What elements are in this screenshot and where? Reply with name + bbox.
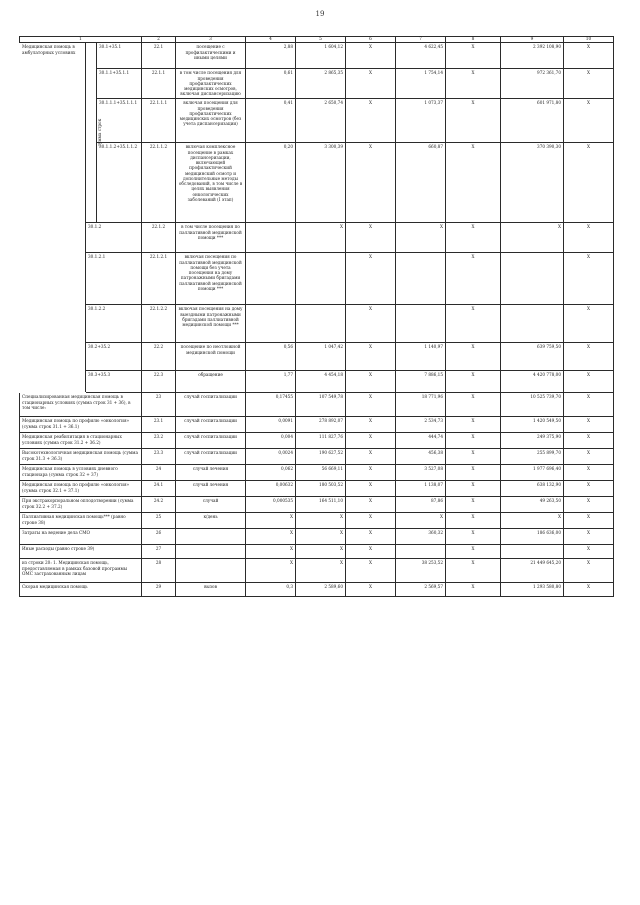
value-cell: X [564, 465, 614, 481]
row-code: 30.1+35.1 [97, 43, 142, 69]
group-label: Медицинская помощь в амбулаторных условиях [20, 43, 86, 393]
value-cell: 2 865,35 [296, 69, 346, 99]
value-cell: 1,77 [246, 371, 296, 393]
row-name: посещение с профилактическими и иными целями [176, 43, 246, 69]
value-cell: 0,004 [246, 433, 296, 449]
value-cell: X [346, 99, 396, 143]
value-cell: 18 771,96 [396, 393, 446, 417]
value-cell: 21 449 645,20 [501, 559, 564, 583]
value-cell: X [446, 497, 501, 513]
value-cell: 56 669,11 [296, 465, 346, 481]
value-cell [246, 223, 296, 253]
row-code: 30.2+35.2 [86, 343, 142, 371]
row-unit: к/день [176, 513, 246, 529]
value-cell: 0,00632 [246, 481, 296, 497]
table-row [20, 433, 614, 449]
table-row [20, 305, 614, 343]
value-cell: 10 525 739,70 [501, 393, 564, 417]
value-cell: X [501, 513, 564, 529]
row-number: 29 [142, 583, 176, 597]
row-code: 30.1.1.2+35.1.1.2 [97, 143, 142, 223]
column-number: 8 [446, 37, 501, 43]
value-cell: X [564, 305, 614, 343]
row-name: Иные расходы (равно строке 39) [20, 545, 142, 559]
value-cell: X [246, 545, 296, 559]
value-cell: X [246, 529, 296, 545]
table-row [20, 343, 614, 371]
value-cell: X [346, 69, 396, 99]
value-cell: 2 589,60 [296, 583, 346, 597]
value-cell: X [446, 513, 501, 529]
value-cell: 638 132,90 [501, 481, 564, 497]
value-cell: 1 604,12 [296, 43, 346, 69]
value-cell: X [446, 529, 501, 545]
value-cell: 2 569,57 [396, 583, 446, 597]
value-cell: 255 899,70 [501, 449, 564, 465]
row-number: 22.2 [142, 343, 176, 371]
value-cell: X [446, 343, 501, 371]
row-name: Медицинская помощь по профилю «онкология» (сумма строк 31.1 + 36.1) [20, 417, 142, 433]
value-cell: X [501, 223, 564, 253]
rotated-label [86, 43, 103, 223]
value-cell: X [564, 253, 614, 305]
row-number: 24 [142, 465, 176, 481]
table-row [20, 481, 614, 497]
table-row [20, 371, 614, 393]
table-row [20, 529, 614, 545]
value-cell: 0,0091 [246, 417, 296, 433]
value-cell: X [564, 343, 614, 371]
row-name: в том числе посещения по паллиативной медицинской помощи *** [176, 223, 246, 253]
row-number: 22.1.2 [142, 223, 176, 253]
value-cell: 2 392 108,90 [501, 43, 564, 69]
value-cell: X [446, 583, 501, 597]
row-unit: случай госпитализации [176, 393, 246, 417]
tariff-table [19, 36, 614, 597]
table-row [20, 545, 614, 559]
row-code: 30.1.2 [86, 223, 142, 253]
table-row [20, 465, 614, 481]
value-cell: 190 627,52 [296, 449, 346, 465]
row-code: 30.1.1+35.1.1 [97, 69, 142, 99]
value-cell [396, 545, 446, 559]
value-cell: X [346, 583, 396, 597]
table-row [20, 253, 614, 305]
value-cell: X [246, 513, 296, 529]
value-cell: X [346, 143, 396, 223]
row-name: Медицинская помощь в условиях дневного стационара (сумма строк 32 + 37) [20, 465, 142, 481]
value-cell: 3 527,08 [396, 465, 446, 481]
value-cell: X [564, 497, 614, 513]
row-name: Медицинская реабилитация в стационарных условиях (сумма строк 31.2 + 36.2) [20, 433, 142, 449]
row-number: 23.2 [142, 433, 176, 449]
value-cell: X [564, 393, 614, 417]
row-number: 22.1 [142, 43, 176, 69]
value-cell: 601 971,80 [501, 99, 564, 143]
page-number: 19 [315, 10, 325, 18]
value-cell: 0,17455 [246, 393, 296, 417]
value-cell: X [296, 223, 346, 253]
value-cell: X [346, 497, 396, 513]
table-row [20, 417, 614, 433]
value-cell [296, 305, 346, 343]
value-cell: 87,86 [396, 497, 446, 513]
row-name: Специализированная медицинская помощь в стационарных условиях (сумма строк 31 + 36), в том числе: [20, 393, 142, 417]
value-cell: 249 375,90 [501, 433, 564, 449]
value-cell: X [564, 449, 614, 465]
value-cell: X [446, 371, 501, 393]
value-cell [246, 253, 296, 305]
value-cell: 660,87 [396, 143, 446, 223]
row-name: Медицинская помощь по профилю «онкология» (сумма строк 32.1 + 37.1) [20, 481, 142, 497]
value-cell: X [564, 143, 614, 223]
value-cell: X [446, 559, 501, 583]
value-cell: 107 549,78 [296, 393, 346, 417]
row-name: Высокотехнологичная медицинская помощь (сумма строк 31.3 + 36.3) [20, 449, 142, 465]
row-number: 22.1.1.1 [142, 99, 176, 143]
row-name: Скорая медицинская помощь [20, 583, 142, 597]
value-cell [246, 305, 296, 343]
value-cell: X [564, 69, 614, 99]
value-cell: X [346, 481, 396, 497]
row-number: 25 [142, 513, 176, 529]
value-cell: 2 650,74 [296, 99, 346, 143]
row-number: 27 [142, 545, 176, 559]
row-name: посещение по неотложной медицинской помощи [176, 343, 246, 371]
value-cell: X [564, 583, 614, 597]
value-cell: X [446, 223, 501, 253]
table-row [20, 223, 614, 253]
row-number: 22.1.2.1 [142, 253, 176, 305]
column-number: 4 [246, 37, 296, 43]
value-cell: X [346, 529, 396, 545]
value-cell [501, 305, 564, 343]
value-cell: X [346, 417, 396, 433]
row-unit: случай лечения [176, 481, 246, 497]
value-cell: 1 138,07 [396, 481, 446, 497]
value-cell: X [346, 371, 396, 393]
value-cell: X [564, 545, 614, 559]
value-cell: X [446, 545, 501, 559]
value-cell: 0,3 [246, 583, 296, 597]
column-number: 2 [142, 37, 176, 43]
table-row [20, 143, 614, 223]
value-cell: X [296, 529, 346, 545]
value-cell: X [446, 99, 501, 143]
value-cell: X [564, 481, 614, 497]
value-cell [501, 253, 564, 305]
row-number: 23.3 [142, 449, 176, 465]
table-row [20, 559, 614, 583]
value-cell: 0,000535 [246, 497, 296, 513]
row-number: 22.1.2.2 [142, 305, 176, 343]
value-cell: X [346, 223, 396, 253]
value-cell: 180 503,52 [296, 481, 346, 497]
table-row [20, 99, 614, 143]
value-cell [396, 253, 446, 305]
row-unit [176, 545, 246, 559]
value-cell: 2,88 [246, 43, 296, 69]
value-cell: X [446, 465, 501, 481]
value-cell: X [564, 371, 614, 393]
value-cell: X [446, 305, 501, 343]
value-cell: 0,41 [246, 99, 296, 143]
value-cell: 3 300,39 [296, 143, 346, 223]
column-number: 3 [176, 37, 246, 43]
value-cell: 4 454,18 [296, 371, 346, 393]
value-cell: X [446, 143, 501, 223]
value-cell: 456,38 [396, 449, 446, 465]
column-number: 5 [296, 37, 346, 43]
row-name: обращение [176, 371, 246, 393]
row-code: 30.1.2.2 [86, 305, 142, 343]
table-row [20, 449, 614, 465]
table-row [20, 583, 614, 597]
row-unit [176, 529, 246, 545]
value-cell: X [446, 43, 501, 69]
row-number: 23.1 [142, 417, 176, 433]
value-cell: X [446, 69, 501, 99]
value-cell: 0,062 [246, 465, 296, 481]
value-cell: 38 253,52 [396, 559, 446, 583]
value-cell: X [346, 393, 396, 417]
value-cell [396, 305, 446, 343]
value-cell: 49 263,50 [501, 497, 564, 513]
rotated-label-text: сумма строк [97, 119, 103, 147]
value-cell: 1 047,42 [296, 343, 346, 371]
value-cell: 1 140,97 [396, 343, 446, 371]
table-row [20, 393, 614, 417]
value-cell: X [346, 43, 396, 69]
value-cell: X [564, 433, 614, 449]
value-cell: 360,32 [396, 529, 446, 545]
row-name: в том числе посещения для проведения профилактических медицинских осмотров, включая диспансеризацию [176, 69, 246, 99]
table-row [20, 513, 614, 529]
value-cell: X [446, 433, 501, 449]
value-cell: 2 534,73 [396, 417, 446, 433]
row-number: 22.3 [142, 371, 176, 393]
value-cell: X [564, 513, 614, 529]
value-cell: X [564, 99, 614, 143]
value-cell: X [564, 529, 614, 545]
value-cell: X [346, 433, 396, 449]
row-number: 22.1.1.2 [142, 143, 176, 223]
value-cell: X [346, 545, 396, 559]
row-name: включая посещения для проведения профилактических медицинских осмотров (без учета диспансеризации) [176, 99, 246, 143]
value-cell: 444,74 [396, 433, 446, 449]
value-cell: X [346, 253, 396, 305]
value-cell: 1 293 580,80 [501, 583, 564, 597]
row-code: 30.1.1.1+35.1.1.1 [97, 99, 142, 143]
row-number: 24.1 [142, 481, 176, 497]
value-cell: X [396, 513, 446, 529]
value-cell: 1 754,14 [396, 69, 446, 99]
value-cell: 4 420 778,00 [501, 371, 564, 393]
row-name: включая комплексное посещение в рамках диспансеризации, включающей профилактический медицинский осмотр и дополнительные методы обследований, в том числе в целях выявления онкологических заболеваний (I этап) [176, 143, 246, 223]
value-cell: 0,61 [246, 69, 296, 99]
value-cell: X [296, 513, 346, 529]
table-row [20, 69, 614, 99]
row-name: При экстракорпоральном оплодотворении (сумма строк 32.2 + 37.2) [20, 497, 142, 513]
value-cell: X [564, 223, 614, 253]
value-cell: X [446, 253, 501, 305]
value-cell: 1 977 696,40 [501, 465, 564, 481]
value-cell: 1 420 549,50 [501, 417, 564, 433]
value-cell: X [346, 513, 396, 529]
value-cell: X [396, 223, 446, 253]
row-unit: случай госпитализации [176, 449, 246, 465]
row-name: Паллиативная медицинская помощь*** (равно строке 38) [20, 513, 142, 529]
value-cell: X [346, 559, 396, 583]
value-cell: 4 622,45 [396, 43, 446, 69]
row-number: 28 [142, 559, 176, 583]
value-cell: 164 511,10 [296, 497, 346, 513]
value-cell: 639 759,50 [501, 343, 564, 371]
row-code: 30.1.2.1 [86, 253, 142, 305]
value-cell [296, 253, 346, 305]
row-unit: вызов [176, 583, 246, 597]
value-cell: X [346, 449, 396, 465]
row-unit: случай [176, 497, 246, 513]
row-name: включая посещения по паллиативной медицинской помощи без учета посещения на дому патронажными бригадами паллиативной медицинской помощи *** [176, 253, 246, 305]
column-number: 6 [346, 37, 396, 43]
row-unit: случай лечения [176, 465, 246, 481]
row-unit: случай госпитализации [176, 433, 246, 449]
row-number: 23 [142, 393, 176, 417]
row-name: Затраты на ведение дела СМО [20, 529, 142, 545]
column-number: 7 [396, 37, 446, 43]
value-cell: 278 892,07 [296, 417, 346, 433]
row-code: 30.3+35.3 [86, 371, 142, 393]
value-cell [501, 545, 564, 559]
row-number: 22.1.1 [142, 69, 176, 99]
column-number: 9 [501, 37, 564, 43]
value-cell: X [346, 305, 396, 343]
value-cell: X [446, 449, 501, 465]
value-cell: X [346, 465, 396, 481]
value-cell: X [446, 417, 501, 433]
value-cell: 972 361,70 [501, 69, 564, 99]
row-unit: случай госпитализации [176, 417, 246, 433]
row-number: 26 [142, 529, 176, 545]
value-cell: 0,56 [246, 343, 296, 371]
row-name: включая посещения на дому выездными патронажными бригадами паллиативной медицинской помощи *** [176, 305, 246, 343]
value-cell: X [564, 559, 614, 583]
value-cell: 7 886,15 [396, 371, 446, 393]
value-cell: X [564, 43, 614, 69]
value-cell: X [296, 559, 346, 583]
value-cell: 111 827,76 [296, 433, 346, 449]
table-row [20, 497, 614, 513]
value-cell: 186 636,00 [501, 529, 564, 545]
value-cell: X [346, 343, 396, 371]
column-number: 10 [564, 37, 614, 43]
column-number: 1 [20, 37, 142, 43]
value-cell: 1 073,37 [396, 99, 446, 143]
row-name: из строки 20: 1. Медицинская помощь, предоставляемая в рамках базовой программы ОМС застрахованным лицам [20, 559, 142, 583]
value-cell: 0,0024 [246, 449, 296, 465]
table-row [20, 43, 614, 69]
value-cell: X [446, 481, 501, 497]
value-cell: X [446, 393, 501, 417]
row-number: 24.2 [142, 497, 176, 513]
value-cell: X [296, 545, 346, 559]
value-cell: X [564, 417, 614, 433]
value-cell: X [246, 559, 296, 583]
value-cell: 370 390,30 [501, 143, 564, 223]
value-cell: 0,20 [246, 143, 296, 223]
row-unit [176, 559, 246, 583]
